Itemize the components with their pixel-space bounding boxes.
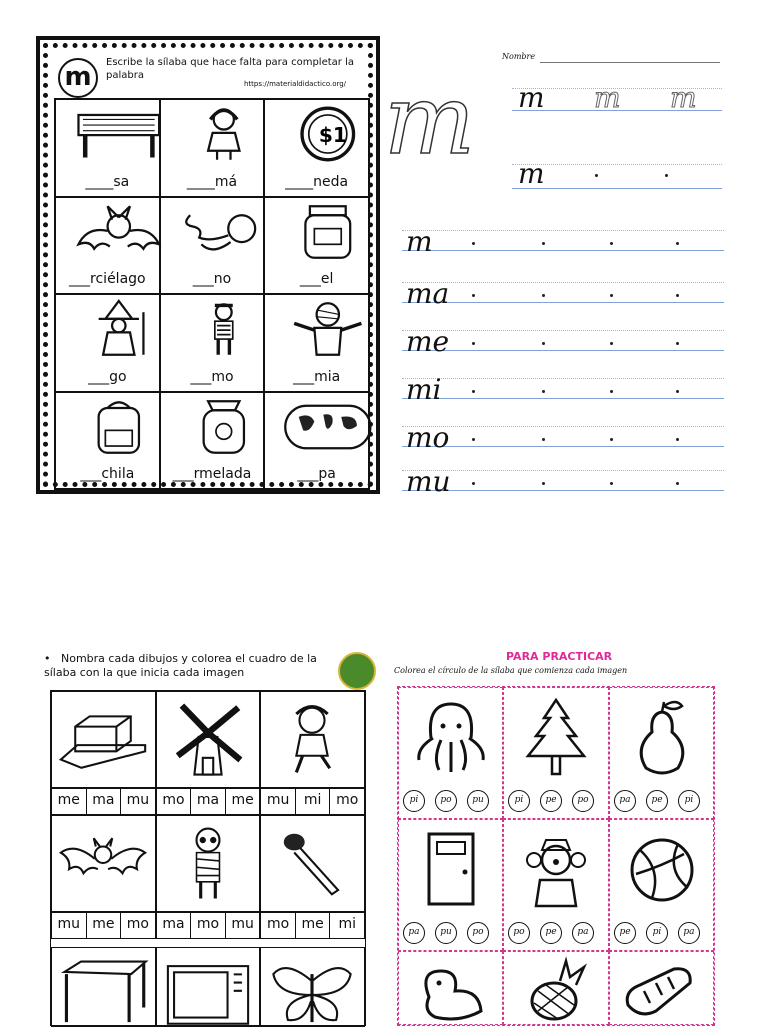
trace-dot	[472, 482, 475, 485]
missing-word: ___rmelada	[172, 466, 252, 482]
clown-icon	[516, 826, 596, 914]
wizard-icon	[74, 301, 164, 357]
syllable-group	[156, 911, 261, 939]
windmill-icon	[161, 698, 255, 778]
syllable-model: m	[518, 157, 545, 190]
practice-title: PARA PRACTICAR	[506, 650, 613, 663]
trace-dot	[542, 342, 545, 345]
missing-word: ___el	[299, 271, 334, 287]
word-grid	[54, 98, 370, 490]
trace-big-letter: m	[384, 64, 476, 176]
syllable-box[interactable]: mu	[231, 916, 254, 932]
missing-word: ____sa	[85, 173, 130, 190]
trace-dot	[610, 242, 613, 245]
trace-dot	[676, 438, 679, 441]
picture-row	[51, 691, 365, 787]
trace-dot	[472, 242, 475, 245]
syllable-row	[51, 787, 365, 815]
missing-word: ___mo	[190, 368, 234, 385]
trace-dot	[676, 242, 679, 245]
picture-cell	[51, 947, 156, 1027]
syllable-model: m	[518, 81, 545, 114]
syllable-box[interactable]: mo	[336, 792, 359, 808]
syllable-circle[interactable]: pe	[646, 790, 668, 812]
trace-dot	[676, 390, 679, 393]
butterfly-icon	[265, 958, 359, 1034]
doll-icon	[265, 698, 359, 778]
coin-icon	[283, 106, 373, 162]
mummy-icon	[161, 820, 255, 904]
jam-jar-icon	[179, 399, 269, 455]
door-icon	[411, 828, 491, 912]
syllable-circle[interactable]: pa	[572, 922, 594, 944]
syllable-circle[interactable]: pa	[678, 922, 700, 944]
syllable-model: ma	[406, 277, 450, 310]
letter-badge: m	[58, 58, 98, 98]
trace-dot	[542, 482, 545, 485]
girl-doll-icon	[179, 106, 269, 162]
pineapple-icon	[514, 954, 594, 1024]
picture-cell	[503, 951, 609, 1025]
syllable-circle[interactable]: pa	[403, 922, 425, 944]
trace-dot	[542, 294, 545, 297]
trace-dot	[676, 294, 679, 297]
guide-line	[402, 426, 724, 427]
name-line[interactable]	[540, 62, 720, 63]
guide-line	[402, 230, 724, 231]
trace-dot	[542, 242, 545, 245]
guide-line	[402, 350, 724, 351]
syllable-circle[interactable]: po	[572, 790, 594, 812]
syllable-box[interactable]: mo	[126, 916, 149, 932]
syllable-box[interactable]: ma	[87, 788, 122, 814]
guide-line	[402, 250, 724, 251]
word-cell	[264, 294, 369, 392]
trace-dot	[610, 294, 613, 297]
instruction-text: Nombra cada dibujos y colorea el cuadro de la sílaba con la que inicia cada imagen	[44, 652, 317, 679]
syllable-row	[51, 911, 365, 939]
picture-cell	[156, 691, 261, 789]
syllable-color-grid	[50, 690, 366, 1026]
syllable-circle[interactable]: pu	[467, 790, 489, 812]
syllable-trace: m	[670, 81, 697, 114]
word-cell	[264, 392, 369, 490]
trace-dot	[472, 390, 475, 393]
butter-icon	[56, 704, 150, 776]
microphone-icon	[265, 826, 359, 902]
backpack-icon	[74, 399, 164, 455]
practice-instruction: Colorea el círculo de la sílaba que comienza cada imagen	[394, 666, 628, 675]
guide-line	[402, 378, 724, 379]
syllable-box[interactable]: ma	[191, 788, 226, 814]
missing-word: ___rciélago	[69, 271, 146, 287]
trace-dot	[610, 438, 613, 441]
picture-cell	[51, 691, 156, 789]
trace-dot	[676, 482, 679, 485]
missing-word: ___go	[88, 368, 127, 385]
word-cell	[55, 294, 160, 392]
word-cell	[160, 392, 265, 490]
syllable-box[interactable]: me	[296, 912, 331, 938]
guide-line	[402, 446, 724, 447]
guide-line	[402, 302, 724, 303]
picture-row	[51, 815, 365, 911]
trace-dot	[610, 390, 613, 393]
picture-cell	[260, 815, 365, 913]
syllable-circle[interactable]: pe	[540, 790, 562, 812]
missing-word: ___chila	[80, 466, 135, 482]
world-map-icon	[283, 399, 373, 455]
missing-word: ___no	[192, 271, 232, 287]
word-cell	[55, 197, 160, 295]
trace-dot	[610, 342, 613, 345]
syllable-box[interactable]: mu	[52, 912, 87, 938]
syllable-model: mo	[406, 421, 450, 454]
syllable-circle[interactable]: po	[508, 922, 530, 944]
syllable-box[interactable]: me	[87, 912, 122, 938]
ball-icon	[622, 828, 702, 912]
guide-line	[402, 330, 724, 331]
picture-cell	[398, 951, 503, 1025]
trace-dot	[676, 342, 679, 345]
syllable-circle[interactable]: po	[467, 922, 489, 944]
word-cell	[264, 99, 369, 197]
picture-cell	[156, 947, 261, 1027]
syllable-box[interactable]: mi	[338, 916, 357, 932]
syllable-circle[interactable]: pi	[646, 922, 668, 944]
chick-icon	[409, 960, 489, 1022]
mummy-icon	[283, 301, 373, 357]
word-cell	[264, 197, 369, 295]
trace-dot	[665, 174, 668, 177]
missing-syllable-worksheet	[36, 36, 380, 494]
syllable-box[interactable]: me	[52, 788, 87, 814]
mime-icon	[179, 301, 269, 357]
syllable-group	[51, 911, 156, 939]
bullet: •	[44, 652, 61, 665]
word-cell	[160, 197, 265, 295]
bat-icon	[74, 204, 164, 260]
word-cell	[160, 294, 265, 392]
syllable-box[interactable]: mo	[261, 912, 296, 938]
missing-word: ___pa	[297, 466, 336, 482]
missing-word: ____má	[186, 173, 238, 190]
picture-cell	[156, 815, 261, 913]
syllable-circle[interactable]: pi	[508, 790, 530, 812]
circle-syllable-grid	[397, 686, 715, 1026]
picture-cell	[260, 691, 365, 789]
honey-jar-icon	[283, 204, 373, 260]
syllable-group	[156, 787, 261, 815]
trace-dot	[595, 174, 598, 177]
missing-word: ___mia	[293, 368, 341, 385]
syllable-box[interactable]: mi	[296, 788, 331, 814]
syllable-model: m	[406, 225, 433, 258]
trace-dot	[472, 294, 475, 297]
picture-cell	[609, 951, 714, 1025]
syllable-box[interactable]: mu	[261, 788, 296, 814]
trace-dot	[542, 438, 545, 441]
word-cell	[55, 99, 160, 197]
pear-icon	[622, 694, 702, 782]
syllable-box[interactable]: mu	[126, 792, 150, 808]
name-label: Nombre	[502, 52, 536, 61]
syllable-box[interactable]: mo	[157, 788, 192, 814]
syllable-model: mi	[406, 373, 442, 406]
table-icon	[74, 106, 164, 162]
syllable-box[interactable]: me	[231, 792, 254, 808]
source-url[interactable]: https://materialdidactico.org/	[244, 80, 347, 88]
microwave-icon	[161, 962, 255, 1034]
table-icon	[56, 958, 150, 1034]
syllable-box[interactable]: mo	[191, 912, 226, 938]
word-cell	[55, 392, 160, 490]
picture-cell	[260, 947, 365, 1027]
trace-dot	[472, 438, 475, 441]
picture-cell	[51, 815, 156, 913]
school-badge-icon	[338, 652, 376, 690]
guide-line	[402, 282, 724, 283]
monkey-icon	[179, 204, 269, 260]
guide-line	[402, 398, 724, 399]
syllable-group	[51, 787, 156, 815]
syllable-model: me	[406, 325, 450, 358]
syllable-trace: m	[594, 81, 621, 114]
trace-dot	[542, 390, 545, 393]
syllable-group	[260, 911, 365, 939]
worksheet-instruction: Escribe la sílaba que hace falta para completar la palabra	[106, 57, 354, 81]
syllable-circle[interactable]: pi	[403, 790, 425, 812]
syllable-circle[interactable]: pa	[614, 790, 636, 812]
syllable-circle[interactable]: po	[435, 790, 457, 812]
bread-icon	[620, 960, 700, 1022]
syllable-box[interactable]: ma	[157, 912, 192, 938]
syllable-circle[interactable]: pu	[435, 922, 457, 944]
syllable-circle[interactable]: pe	[540, 922, 562, 944]
syllable-model: mu	[406, 465, 451, 498]
syllable-circle[interactable]: pe	[614, 922, 636, 944]
worksheet2-instruction	[44, 652, 344, 680]
missing-word: ____neda	[285, 173, 349, 190]
picture-row	[51, 947, 365, 1025]
pine-tree-icon	[516, 694, 596, 782]
word-cell	[160, 99, 265, 197]
bat-icon	[56, 828, 150, 900]
trace-dot	[472, 342, 475, 345]
syllable-circle[interactable]: pi	[678, 790, 700, 812]
octopus-icon	[411, 696, 491, 780]
trace-dot	[610, 482, 613, 485]
svg-text:$1: $1	[319, 122, 348, 147]
syllable-group	[260, 787, 365, 815]
